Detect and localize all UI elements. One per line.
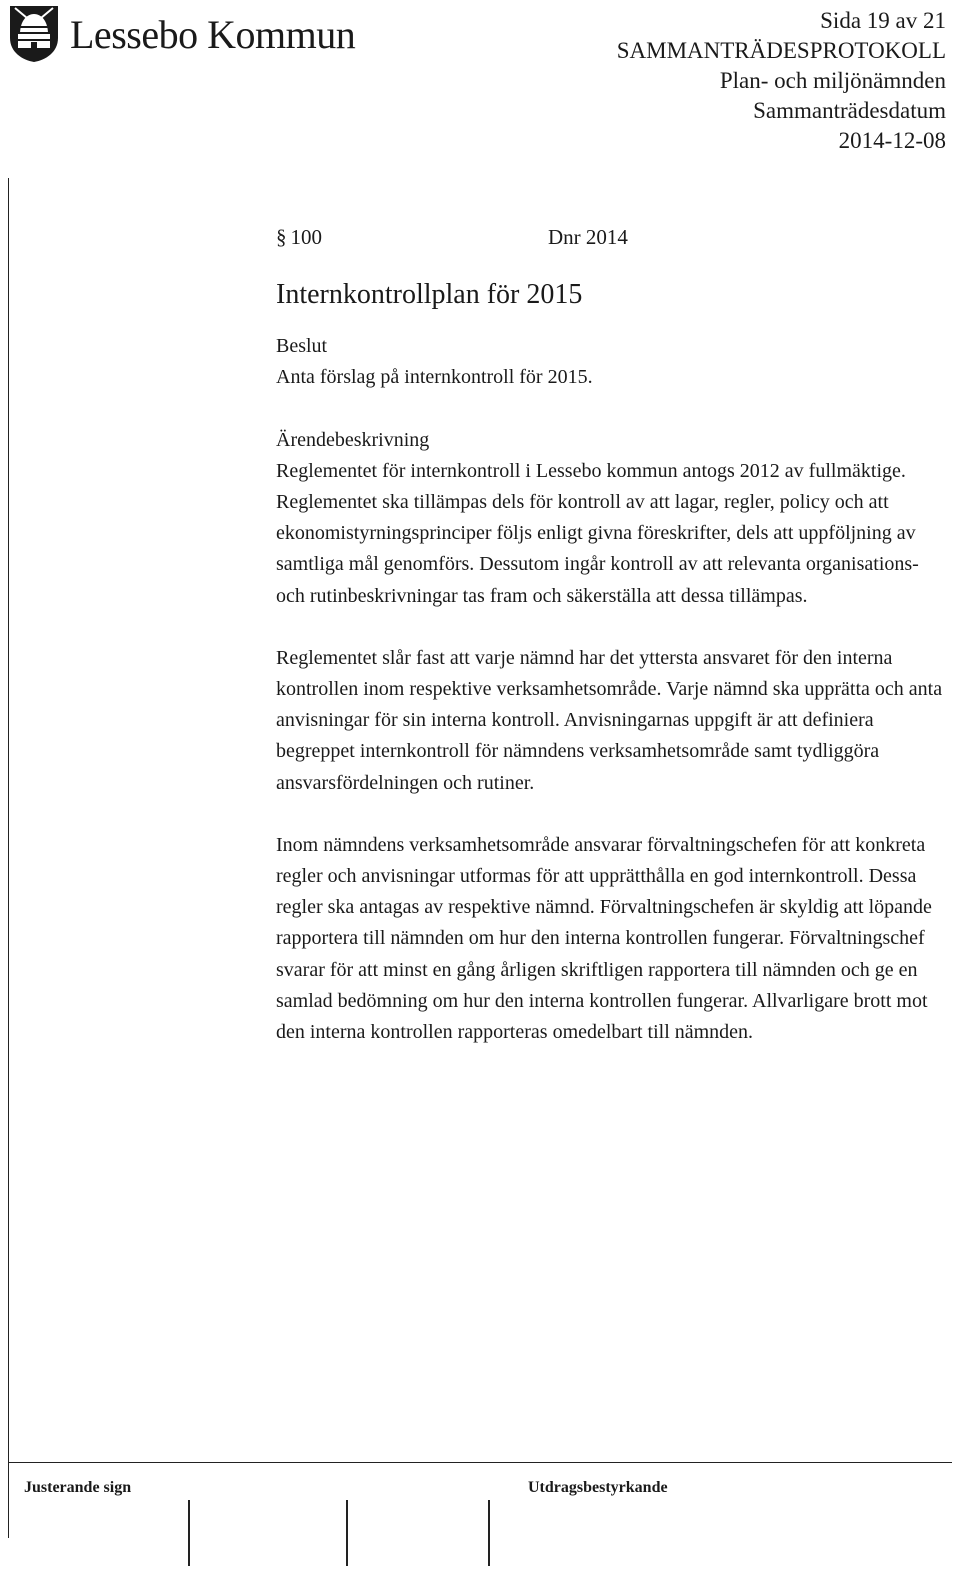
footer-divider — [8, 1462, 952, 1463]
description-label: Ärendebeskrivning — [276, 428, 430, 451]
left-margin-line — [8, 178, 9, 1538]
signature-box-divider — [188, 1500, 190, 1566]
description-paragraph: Inom nämndens verksamhetsområde ansvarar förvaltningschefen för att konkreta regler och anvisningar utformas för att upprätthålla en god internkontroll. Dessa regler ska antagas av respektive nämnd. Förvaltningschefen är skyldig att löpande rapportera till nämnden om hur den interna kontrollen fungerar. Förvaltningschef svarar för att minst en gång årligen skriftligen rapportera till nämnden och ge en samlad bedömning om hur den interna kontrollen fungerar. Allvarligare brott mot den interna kontrollen rapporteras omedelbart till nämnden. — [276, 833, 932, 1044]
logo-text: Lessebo Kommun — [70, 11, 356, 57]
page-info: Sida 19 av 21 — [820, 8, 946, 33]
description-paragraph: Reglementet för internkontroll i Lessebo kommun antogs 2012 av fullmäktige. Reglementet ska tillämpas dels för kontroll av att lagar, regler, policy och att ekonomistyrningsprinciper följs enligt givna föreskrifter, dels att uppföljning av samtliga mål genomförs. Dessutom ingår kontroll av att relevanta organisations- och rutinbeskrivningar tas fram och säkerställa att dessa tillämpas. — [276, 459, 919, 607]
agenda-item — [276, 222, 948, 1048]
meeting-date: 2014-12-08 — [838, 128, 946, 153]
diary-number: Dnr 2014 — [548, 225, 628, 249]
signature-box-divider — [346, 1500, 348, 1566]
municipality-logo — [6, 4, 355, 64]
decision-label: Beslut — [276, 335, 328, 358]
meeting-date-label: Sammanträdesdatum — [753, 98, 946, 123]
utdragsbestyrkande-label: Utdragsbestyrkande — [528, 1479, 668, 1496]
description-paragraph: Reglementet slår fast att varje nämnd har det yttersta ansvaret för den interna kontrollen inom respektive verksamhetsområde. Varje nämnd ska upprätta och anta anvisningar för sin interna kontroll. Anvisningarnas uppgift är att definiera begreppet internkontroll för nämndens verksamhetsområde samt tydliggöra ansvarsfördelningen och rutiner. — [276, 646, 943, 794]
paragraph-number: 100 — [290, 225, 322, 249]
decision-text: Anta förslag på internkontroll för 2015. — [276, 366, 593, 389]
document-type: SAMMANTRÄDESPROTOKOLL — [616, 38, 946, 63]
paragraph-symbol: § — [276, 225, 287, 249]
beehive-emblem-icon — [6, 4, 62, 64]
document-header — [617, 6, 946, 156]
paragraph-heading — [276, 222, 948, 253]
committee-name: Plan- och miljönämnden — [719, 68, 946, 93]
item-title: Internkontrollplan för 2015 — [276, 279, 583, 311]
signature-box-divider — [488, 1500, 490, 1566]
justerande-sign-label: Justerande sign — [24, 1479, 132, 1496]
